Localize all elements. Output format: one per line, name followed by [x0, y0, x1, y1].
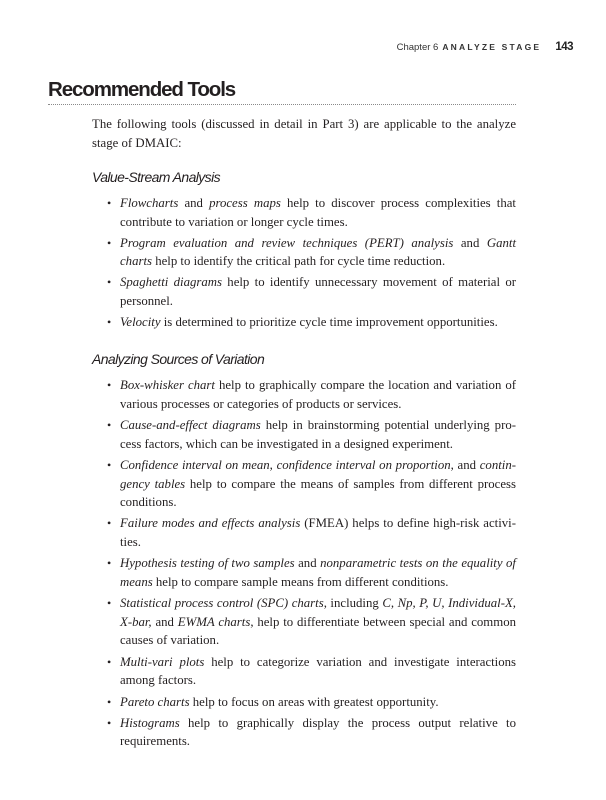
list-item: [92, 273, 516, 310]
list-item: [92, 313, 516, 332]
item-text: , including: [323, 596, 383, 611]
item-text: help to discover process complexities that contribute to variation or longer cycle times.: [120, 196, 516, 229]
item-text: help in brainstorming potential underlying process factors, which can be investigated in a designed experiment.: [120, 418, 516, 451]
item-text: (FMEA) helps to define high-risk activities.: [120, 516, 516, 549]
variation-sources-list: [92, 376, 516, 751]
intro-paragraph: The following tools (discussed in detail in Part 3) are applicable to the analyze stage of DMAIC:: [92, 117, 516, 150]
tool-name: Velocity: [120, 314, 161, 329]
tool-name: contingency tables: [120, 458, 516, 491]
running-head: [397, 41, 573, 53]
list-item: [92, 554, 516, 591]
list-item: [92, 456, 516, 512]
tool-name: Pareto charts: [120, 694, 190, 709]
value-stream-list: [92, 194, 516, 331]
tool-name: Histograms: [120, 715, 180, 730]
stage-label: ANALYZE STAGE: [442, 42, 542, 52]
tool-name: Hypothesis testing of two samples: [120, 556, 295, 571]
tool-name: Cause-and-effect diagrams: [120, 418, 261, 433]
item-text: help to identify the critical path for cycle time reduction.: [152, 254, 446, 269]
list-item: [92, 376, 516, 413]
tool-name: Failure modes and effects analysis: [120, 516, 301, 531]
tool-name: Program evaluation and review techniques (PERT) analysis: [120, 235, 454, 250]
tool-name: EWMA charts: [177, 614, 251, 629]
item-text: and: [178, 196, 210, 210]
tool-name: Spaghetti diagrams: [120, 275, 222, 290]
item-text: and: [151, 614, 178, 629]
tool-name: nonparametric tests on the equality of means: [120, 556, 516, 589]
list-item: [92, 653, 516, 690]
item-text: help to focus on areas with greatest opportunity.: [189, 694, 439, 709]
tool-name: Flowcharts: [120, 196, 179, 210]
tool-name: Statistical process control (SPC) charts: [120, 596, 324, 611]
page-number: 143: [555, 41, 573, 53]
chapter-label: Chapter 6: [396, 42, 439, 53]
item-text: , help to differentiate between special and common causes of variation.: [120, 614, 516, 648]
item-text: help to categorize variation and investigate interactions among factors.: [120, 654, 517, 688]
page-title: Recommended Tools: [48, 78, 236, 101]
item-text: help to graphically compare the location and variation of various processes or categories of products or services.: [120, 378, 516, 411]
item-text: help to compare the means of samples from different process conditions.: [120, 476, 516, 510]
title-divider: [48, 104, 516, 105]
item-text: help to identify unnecessary movement of material or personnel.: [120, 275, 516, 308]
list-item: [92, 234, 516, 271]
list-item: [92, 514, 516, 551]
subheading-sources-of-variation: Analyzing Sources of Variation: [92, 351, 265, 368]
list-item: [92, 594, 516, 650]
tool-name: Box-whisker chart: [120, 378, 215, 393]
item-text: and: [294, 556, 321, 571]
list-item: [92, 416, 516, 453]
item-text: and: [453, 235, 487, 250]
item-text: is determined to prioritize cycle time improvement opportunities.: [160, 314, 498, 329]
list-item: [92, 693, 516, 712]
tool-name: Multi-vari plots: [120, 654, 205, 669]
subheading-value-stream: Value-Stream Analysis: [92, 169, 220, 185]
tool-name: C, Np, P, U, Individual-X, X-bar,: [120, 596, 516, 629]
tool-name: Gantt charts: [120, 235, 516, 269]
list-item: [92, 714, 516, 751]
item-text: help to graphically display the process output relative to requirements.: [120, 715, 516, 749]
tool-name: Confidence interval on mean, confidence interval on proportion,: [120, 458, 454, 473]
body-content: [92, 115, 516, 754]
list-item: [92, 194, 516, 231]
tool-name: process maps: [209, 196, 281, 210]
item-text: help to compare sample means from different conditions.: [152, 574, 449, 589]
item-text: and: [453, 458, 480, 473]
